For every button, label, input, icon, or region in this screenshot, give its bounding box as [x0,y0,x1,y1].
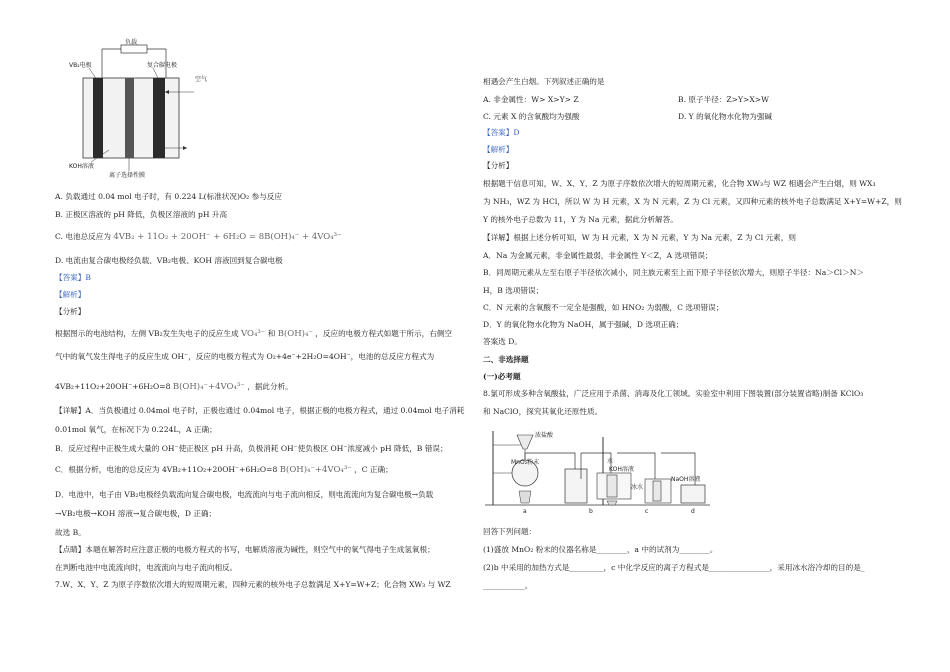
label-a: a [523,508,527,515]
question-8-line-2: 和 NaClO，探究其氧化还原性质。 [483,407,603,416]
analysis-1b: ，反应的电极方程式如题干所示，右侧空 [315,329,452,338]
membrane-label: 离子选择性膜 [109,172,146,179]
vb2-electrode-label: VB₂电极 [69,62,92,69]
mno2-label: MnO₂粉末 [511,459,540,466]
answer-tag: 【答案】B [55,273,91,282]
conclusion: 故选 B。 [55,528,86,537]
label-b: b [589,508,593,515]
q7-detail-3: B．同周期元素从左至右原子半径依次减小，同主族元素至上而下原子半径依次增大，则原子半径：Na＞Cl＞N＞ [483,268,864,277]
bottle-b [565,469,587,503]
sub-question-2: (2)b 中采用的加热方式是_________，c 中化学反应的离子方程式是________________，采用冰水浴冷却的目的是_ [483,563,865,572]
detail-4-eq: B(OH)₄⁻+4VO₄³⁻ [279,465,352,475]
tube-c [607,475,617,497]
detail-line-1: 【详解】A．当负极通过 0.04mol 电子时，正极也通过 0.04mol 电子，根据正极的电极方程式，通过 0.04mol 电子消耗 [55,406,465,415]
analysis-1-eq1: VO₄³⁻ [241,329,266,339]
q7-continuation: 相遇会产生白烟。下列叙述正确的是 [483,77,605,86]
ice-label: 冰水 [631,484,644,491]
option-b: B. 正极区溶液的 pH 降低，负极区溶液的 pH 升高 [55,210,228,219]
section-subheading: (一)必考题 [483,372,521,381]
analysis-1a: 根据图示的电池结构，左侧 VB₂发生失电子的反应生成 [55,329,239,338]
option-a: A. 负载通过 0.04 mol 电子时，有 0.224 L(标准状况)O₂ 参与反应 [55,192,282,201]
q7-jiexi-tag: 【解析】 [483,145,514,154]
carbon-electrode [153,78,165,158]
load-box [121,45,147,53]
detail-line-2: 0.01mol 氧气，在标况下为 0.224L，A 正确； [55,425,217,434]
carbon-electrode-label: 复合碳电极 [147,62,178,69]
detail-line-5: D．电池中，电子由 VB₂电极经负载流向复合碳电极，电流流向与电子流向相反，则电流流向为复合碳电极→负载 [55,490,434,499]
q7-detail-6: D．Y 的氧化物水化物为 NaOH，属于强碱，D 选项正确； [483,320,684,329]
beaker-d [681,485,705,503]
q7-detail-2: A．Na 为金属元素，非金属性最弱，非金属性 Y＜Z，A 选项错误； [483,251,713,260]
tip-line-1: 【点睛】本题在解答时应注意正极的电极方程式的书写，电解质溶液为碱性，则空气中的氧气得电子生成氢氧根； [55,545,435,554]
q7-analysis-3: Y 的核外电子总数为 11，Y 为 Na 元素，据此分析解答。 [483,215,678,224]
q7-analysis-1: 根据题干信息可知，W、X、Y、Z 为原子序数依次增大的短周期元素，化合物 XW₃与 WZ 相遇会产生白烟，则 WX₃ [483,179,876,188]
section-heading: 二、非选择题 [483,355,529,364]
option-c-equation: 4VB₂ + 11O₂ + 20OH⁻ + 6H₂O = 8B(OH)₄⁻ + 4VO₄³⁻ [113,232,342,242]
load-label: 负载 [125,39,138,46]
question-7: 7.W、X、Y、Z 为原子序数依次增大的短周期元素，四种元素的核外电子总数满足 X+Y=W+Z；化合物 XW₃ 与 WZ [55,580,451,589]
q7-answer-tag: 【答案】D [483,128,520,137]
detail-4a: C．根据分析，电池的总反应为 4VB₂+11O₂+20OH⁻+6H₂O=8 [55,465,278,474]
detail-4b: ，C 正确； [354,465,393,474]
fenxi-tag: 【分析】 [55,307,86,316]
analysis-3a: 4VB₂+11O₂+20OH⁻+6H₂O=8 [55,382,171,391]
water-label: 水 [607,458,614,465]
option-c [55,232,342,242]
analysis-line-1 [55,329,452,339]
q7-detail-5: C．N 元素的含氧酸不一定全是强酸，如 HNO₂ 为弱酸，C 选项错误； [483,303,724,312]
q7-detail-1: 【详解】根据上述分析可知，W 为 H 元素，X 为 N 元素，Y 为 Na 元素，Z 为 Cl 元素，则 [483,233,796,242]
option-d: D. 电流由复合碳电极经负载、VB₂电极、KOH 溶液回到复合碳电极 [55,256,283,265]
air-label: 空气 [195,76,208,83]
q7-option-d: D. Y 的氧化物水化物为强碱 [678,112,773,121]
naoh-label: NaOH溶液 [671,476,701,483]
jiexi-tag: 【解析】 [55,290,86,299]
sub-question-1: (1)盛放 MnO₂ 粉末的仪器名称是________，a 中的试剂为________。 [483,545,718,554]
analysis-1-and: 和 [267,329,276,338]
q7-option-c: C. 元素 X 的含氧酸均为强酸 [483,112,580,121]
label-c: c [645,508,649,515]
detail-line-6: →VB₂电极→KOH 溶液→复合碳电极，D 正确； [55,509,217,518]
q7-detail-7: 答案选 D。 [483,337,522,346]
vb2-electrode [93,78,103,158]
analysis-line-2: 气中的氧气发生得电子的反应生成 OH⁻，反应的电极方程式为 O₂+4e⁻+2H₂O=4OH⁻，电池的总反应方程式为 [55,352,435,361]
q7-analysis-2: 为 NH₃，WZ 为 HCl，所以 W 为 H 元素，X 为 N 元素，Z 为 Cl 元素，又四种元素的核外电子总数满足 X+Y=W+Z，则 [483,197,902,206]
hcl-label: 浓盐酸 [535,432,554,439]
koh-label: KOH溶液 [69,163,94,170]
dropping-funnel [517,435,533,449]
koh-solution-label: KOH溶液 [609,466,634,473]
analysis-3b: ，据此分析。 [247,382,293,391]
detail-line-4 [55,465,393,475]
detail-line-3: B．反应过程中正极生成大量的 OH⁻使正极区 pH 升高，负极消耗 OH⁻使负极区 OH⁻浓度减小 pH 降低，B 错误； [55,444,448,453]
battery-diagram [69,39,229,179]
analysis-line-3 [55,382,293,392]
sub-question-2-cont: ___________。 [483,581,533,590]
apparatus-diagram [485,423,715,515]
ion-membrane [125,78,134,158]
analysis-3-eq: B(OH)₄⁻+4VO₄³⁻ [172,382,245,392]
tip-line-2: 在判断电池中电流流向时，电流流向与电子流向相反。 [55,563,238,572]
q7-option-a: A. 非金属性：W> X>Y> Z [483,95,579,104]
answer-prompt: 回答下列问题： [483,527,537,536]
analysis-1-eq2: B(OH)₄⁻ [277,329,313,339]
label-d: d [691,508,695,515]
question-8-line-1: 8.氯可形成多种含氧酸盐，广泛应用于杀菌、消毒及化工领域。实验室中利用下图装置(部分装置省略)制备 KClO₃ [483,389,864,398]
q7-option-b: B. 原子半径：Z>Y>X>W [678,95,769,104]
q7-fenxi-tag: 【分析】 [483,161,514,170]
option-c-prefix: C. 电池总反应为 [55,232,111,241]
q7-detail-4: H，B 选项错误； [483,286,544,295]
